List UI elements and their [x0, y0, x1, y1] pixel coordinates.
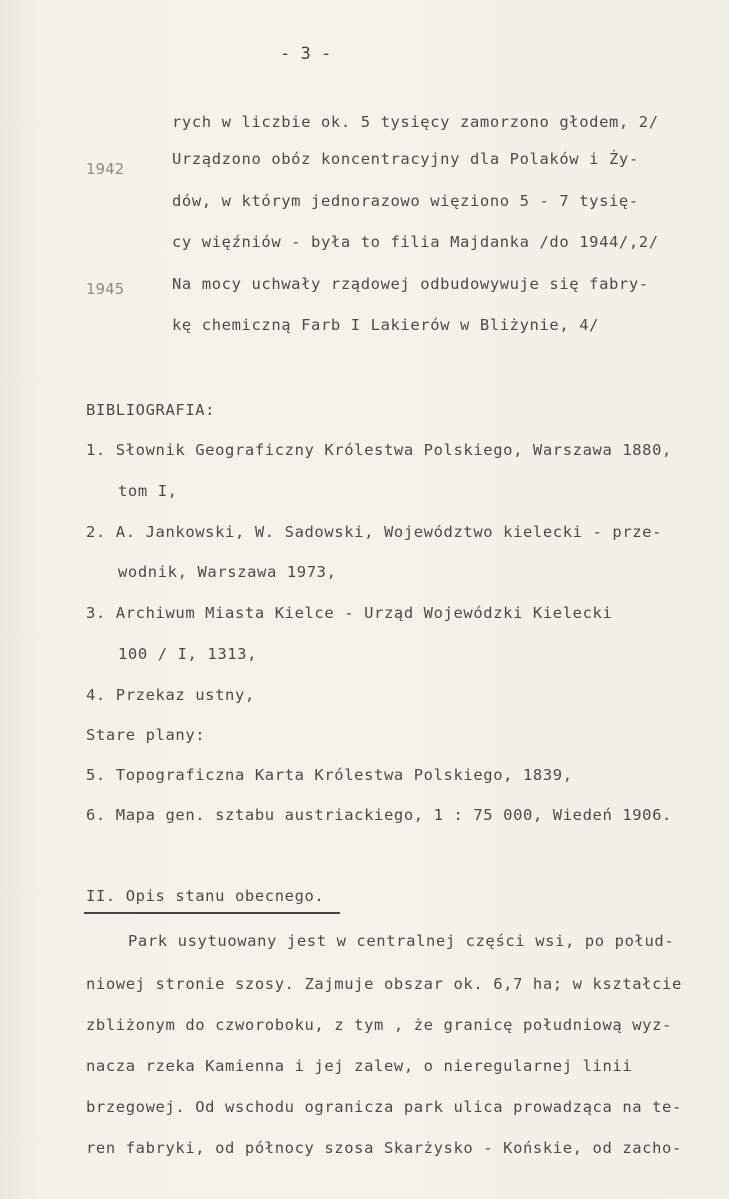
- year-1945: 1945: [86, 280, 125, 298]
- history-line-5: Na mocy uchwały rządowej odbudowywuje się fabry-: [172, 275, 649, 293]
- bibliography-item-1: 1. Słownik Geograficzny Królestwa Polskiego, Warszawa 1880,: [86, 441, 672, 459]
- section-line-2: niowej stronie szosy. Zajmuje obszar ok. 6,7 ha; w kształcie: [86, 975, 682, 993]
- bibliography-item-6: 6. Mapa gen. sztabu austriackiego, 1 : 75 000, Wiedeń 1906.: [86, 806, 672, 824]
- bibliography-heading: BIBLIOGRAFIA:: [86, 401, 216, 419]
- history-line-6: kę chemiczną Farb I Lakierów w Bliżynie, 4/: [172, 316, 600, 334]
- history-line-4: cy więźniów - była to filia Majdanka /do 1944/,2/: [172, 233, 659, 251]
- bibliography-item-5: 5. Topograficzna Karta Królestwa Polskiego, 1839,: [86, 766, 573, 784]
- section-line-1: Park usytuowany jest w centralnej części wsi, po połud-: [128, 932, 675, 950]
- section-line-4: nacza rzeka Kamienna i jej zalew, o nieregularnej linii: [86, 1057, 633, 1075]
- bibliography-item-3-cont: 100 / I, 1313,: [118, 645, 258, 663]
- history-line-1: rych w liczbie ok. 5 tysięcy zamorzono głodem, 2/: [172, 113, 659, 131]
- old-plans-heading: Stare plany:: [86, 726, 206, 744]
- section-line-5: brzegowej. Od wschodu ogranicza park ulica prowadząca na te-: [86, 1098, 682, 1116]
- bibliography-item-2-cont: wodnik, Warszawa 1973,: [118, 563, 337, 581]
- history-line-2: Urządzono obóz koncentracyjny dla Polaków i Ży-: [172, 150, 639, 168]
- bibliography-item-3: 3. Archiwum Miasta Kielce - Urząd Wojewódzki Kielecki: [86, 604, 613, 622]
- section-heading-underline: [84, 912, 340, 914]
- section-line-6: ren fabryki, od północy szosa Skarżysko - Końskie, od zacho-: [86, 1139, 682, 1157]
- section-line-3: zbliżonym do czworoboku, z tym , że granicę południową wyz-: [86, 1016, 672, 1034]
- year-1942: 1942: [86, 160, 125, 178]
- section-heading: II. Opis stanu obecnego.: [86, 887, 325, 905]
- page-number: - 3 -: [280, 44, 332, 64]
- bibliography-item-1-cont: tom I,: [118, 482, 178, 500]
- history-line-3: dów, w którym jednorazowo więziono 5 - 7 tysię-: [172, 192, 639, 210]
- bibliography-item-2: 2. A. Jankowski, W. Sadowski, Województwo kielecki - prze-: [86, 523, 663, 541]
- bibliography-item-4: 4. Przekaz ustny,: [86, 686, 255, 704]
